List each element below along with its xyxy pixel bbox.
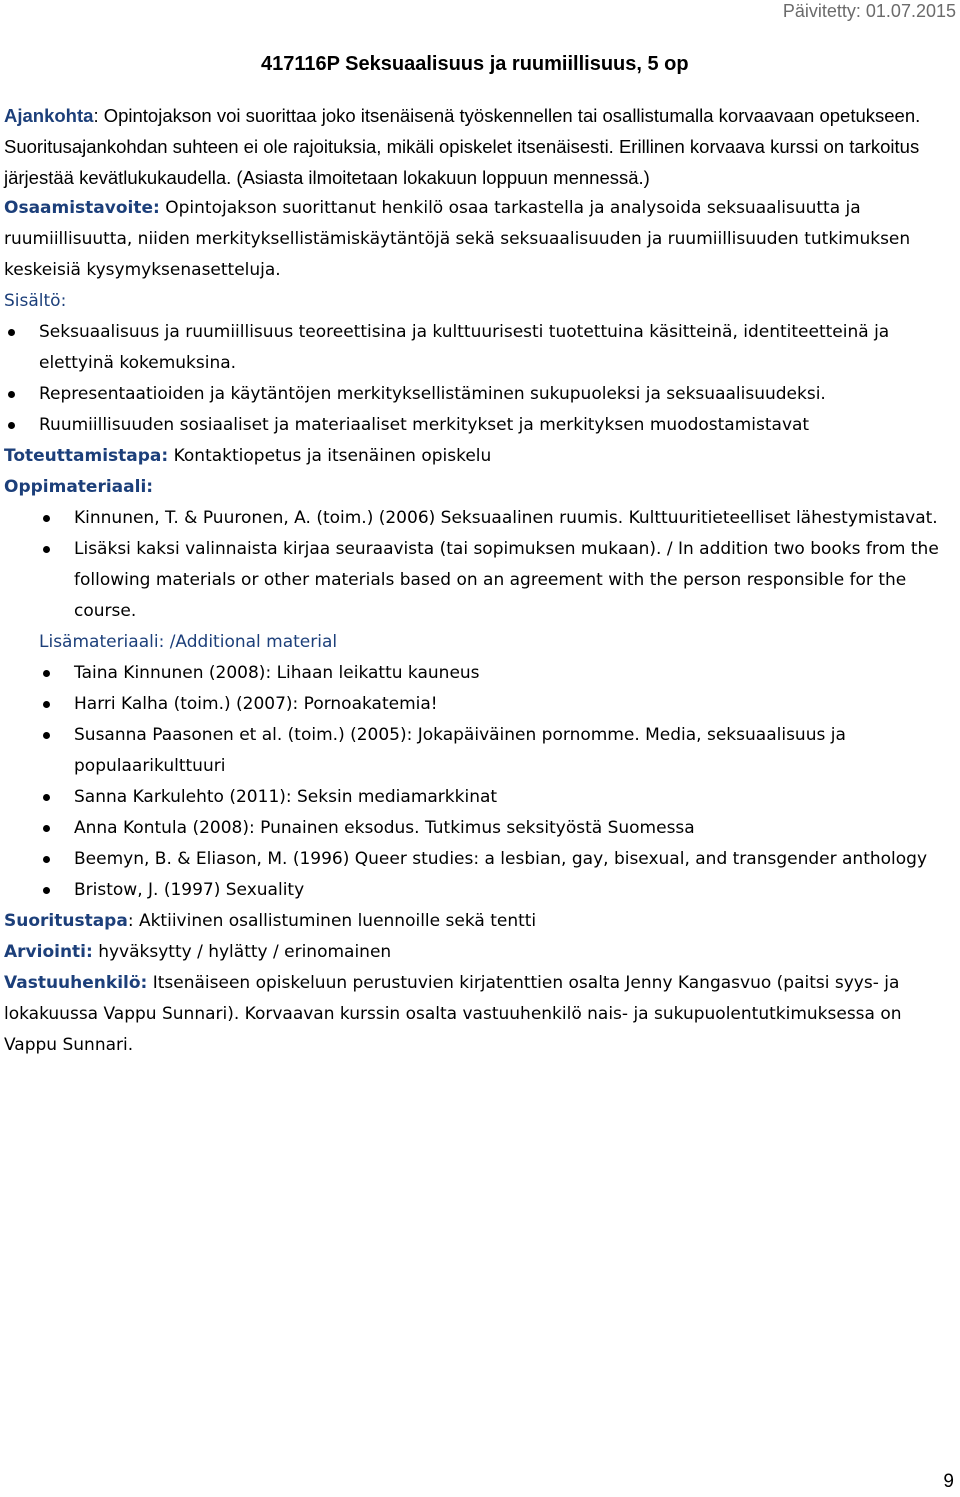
ajankohta-paragraph: [4, 100, 952, 193]
lisamateriaali-list: [4, 658, 952, 906]
list-item: Bristow, J. (1997) Sexuality: [74, 875, 952, 906]
lisamateriaali-heading: [4, 627, 952, 658]
bullet-icon: [43, 546, 50, 553]
bullet-icon: [8, 422, 15, 429]
vastuuhenkilo-text: Itsenäiseen opiskeluun perustuvien kirjatenttien osalta Jenny Kangasvuo (paitsi syys- ja lokakuussa Vappu Sunnari). Korvaavan kurssin osalta vastuuhenkilö nais- ja sukupuolentutkimuksessa on Vappu Sunnari.: [4, 973, 902, 1055]
sisalto-list: [4, 317, 952, 441]
course-title: 417116P Seksuaalisuus ja ruumiillisuus, 5 op: [261, 53, 689, 75]
suoritustapa-label: Suoritustapa: [4, 911, 128, 931]
list-item: Harri Kalha (toim.) (2007): Pornoakatemia!: [74, 689, 952, 720]
list-item: Beemyn, B. & Eliason, M. (1996) Queer studies: a lesbian, gay, bisexual, and transgender anthology: [74, 844, 952, 875]
toteuttamistapa-text: Kontaktiopetus ja itsenäinen opiskelu: [168, 446, 492, 466]
oppimateriaali-list: [4, 503, 952, 627]
lisamateriaali-label: Lisämateriaali: /Additional material: [39, 632, 338, 652]
bullet-icon: [43, 670, 50, 677]
sisalto-heading: [4, 286, 952, 317]
suoritustapa-text: : Aktiivinen osallistuminen luennoille sekä tentti: [127, 911, 537, 931]
ajankohta-label: Ajankohta: [4, 105, 94, 126]
list-item: Representaatioiden ja käytäntöjen merkityksellistäminen sukupuoleksi ja seksuaalisuudeksi.: [39, 379, 952, 410]
oppimateriaali-label: Oppimateriaali:: [4, 477, 154, 497]
course-description: [4, 100, 952, 1061]
toteuttamistapa-paragraph: [4, 441, 952, 472]
bullet-icon: [43, 856, 50, 863]
arviointi-paragraph: [4, 937, 952, 968]
vastuuhenkilo-paragraph: [4, 968, 952, 1061]
list-item: Susanna Paasonen et al. (toim.) (2005): Jokapäiväinen pornomme. Media, seksuaalisuus ja populaarikulttuuri: [74, 720, 952, 782]
sisalto-label: Sisältö:: [4, 291, 67, 311]
bullet-icon: [43, 701, 50, 708]
bullet-icon: [8, 329, 15, 336]
bullet-icon: [43, 732, 50, 739]
osaamistavoite-label: Osaamistavoite:: [4, 198, 160, 218]
list-item: Ruumiillisuuden sosiaaliset ja materiaaliset merkitykset ja merkityksen muodostamistavat: [39, 410, 952, 441]
bullet-icon: [8, 391, 15, 398]
suoritustapa-paragraph: [4, 906, 952, 937]
arviointi-label: Arviointi:: [4, 942, 93, 962]
page-number: 9: [943, 1471, 954, 1492]
bullet-icon: [43, 794, 50, 801]
oppimateriaali-heading: [4, 472, 952, 503]
arviointi-text: hyväksytty / hylätty / erinomainen: [92, 942, 392, 962]
list-item: Taina Kinnunen (2008): Lihaan leikattu kauneus: [74, 658, 952, 689]
list-item: Sanna Karkulehto (2011): Seksin mediamarkkinat: [74, 782, 952, 813]
bullet-icon: [43, 825, 50, 832]
ajankohta-text: : Opintojakson voi suorittaa joko itsenäisenä työskennellen tai osallistumalla korvaavaan opetukseen. Suoritusajankohdan suhteen ei ole rajoituksia, mikäli opiskelet itsenäisesti. Erillinen korvaava kurssi on tarkoitus järjestää kevätlukukaudella. (Asiasta ilmoitetaan lokakuun loppuun mennessä.): [4, 105, 921, 188]
toteuttamistapa-label: Toteuttamistapa:: [4, 446, 169, 466]
osaamistavoite-paragraph: [4, 193, 952, 286]
bullet-icon: [43, 887, 50, 894]
bullet-icon: [43, 515, 50, 522]
vastuuhenkilo-label: Vastuuhenkilö:: [4, 973, 148, 993]
list-item: Lisäksi kaksi valinnaista kirjaa seuraavista (tai sopimuksen mukaan). / In addition two books from the following materials or other materials based on an agreement with the person responsible for the course.: [74, 534, 952, 627]
list-item: Anna Kontula (2008): Punainen eksodus. Tutkimus seksityöstä Suomessa: [74, 813, 952, 844]
list-item: Kinnunen, T. & Puuronen, A. (toim.) (2006) Seksuaalinen ruumis. Kulttuuritieteelliset lähestymistavat.: [74, 503, 952, 534]
osaamistavoite-text: Opintojakson suorittanut henkilö osaa tarkastella ja analysoida seksuaalisuutta ja ruumiillisuutta, niiden merkityksellistämiskäytäntöjä sekä seksuaalisuuden ja ruumiillisuuden tutkimuksen keskeisiä kysymyksenasetteluja.: [4, 198, 911, 280]
list-item: Seksuaalisuus ja ruumiillisuus teoreettisina ja kulttuurisesti tuotettuina käsitteinä, identiteetteinä ja elettyinä kokemuksina.: [39, 317, 952, 379]
updated-date: Päivitetty: 01.07.2015: [782, 1, 956, 21]
